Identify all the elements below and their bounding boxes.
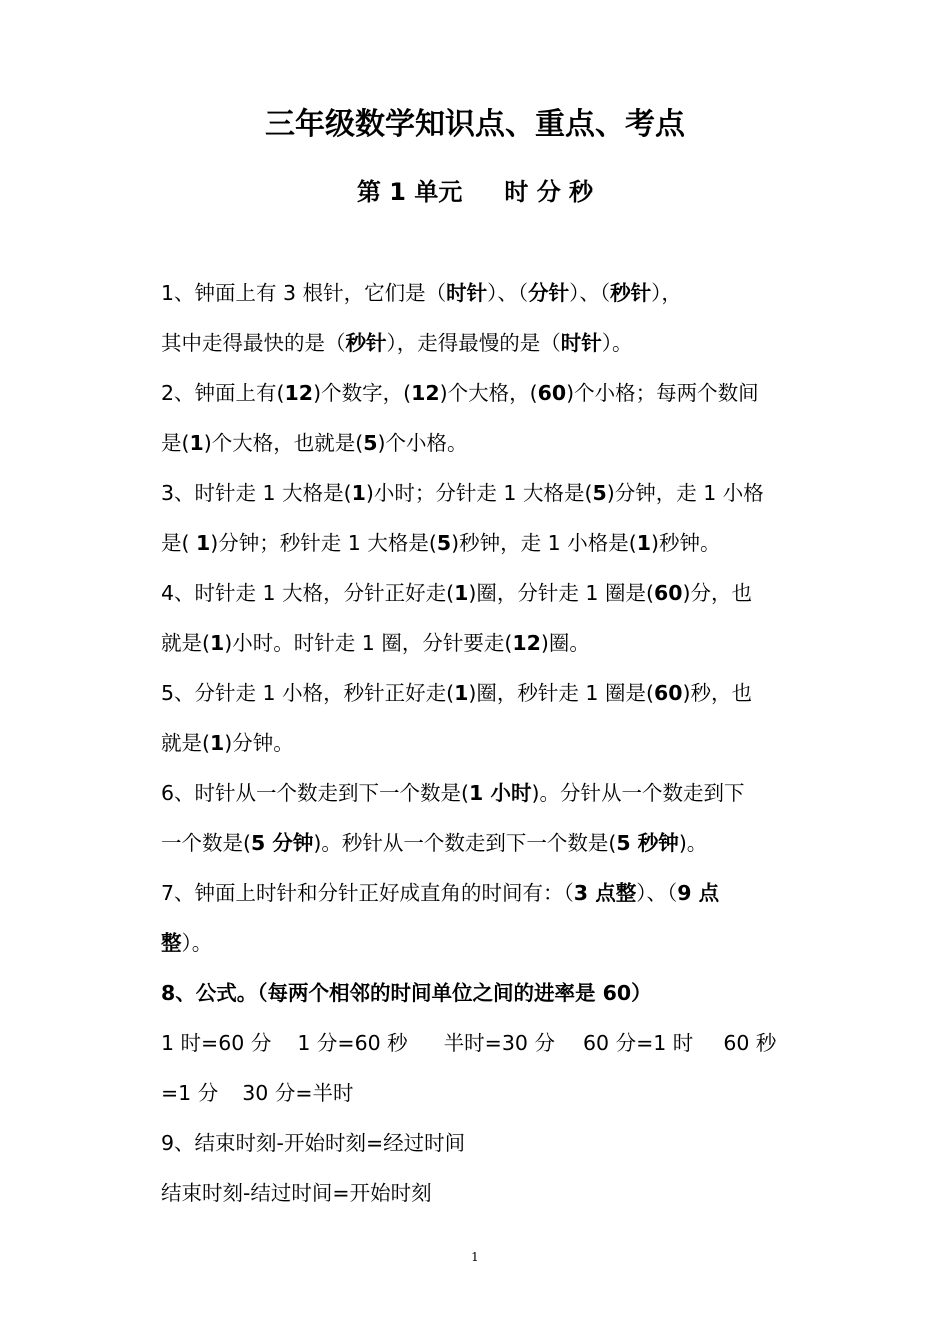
answer: 1 bbox=[210, 631, 225, 655]
text: )个小格；每两个数间 bbox=[566, 381, 759, 405]
answer: 1 bbox=[210, 731, 225, 755]
page-title: 三年级数学知识点、重点、考点 bbox=[265, 107, 685, 142]
text: ）、（ bbox=[569, 281, 611, 305]
text: 3、时针走 1 大格是( bbox=[161, 481, 352, 505]
item-5-line-1 bbox=[161, 668, 793, 718]
text: )个小格。 bbox=[377, 431, 468, 455]
item-6-line-2 bbox=[161, 818, 793, 868]
text: )秒钟，走 1 小格是( bbox=[451, 531, 637, 555]
text: ）、（ bbox=[487, 281, 529, 305]
text: )小时；分针走 1 大格是( bbox=[365, 481, 593, 505]
formula: 30 分=半时 bbox=[242, 1081, 354, 1105]
text: 是( bbox=[161, 531, 197, 555]
formula: 60 秒 bbox=[723, 1031, 777, 1055]
item-7-line-1 bbox=[161, 868, 793, 918]
answer: 1 bbox=[189, 431, 204, 455]
answer: 秒针 bbox=[610, 281, 652, 305]
text: )分钟。 bbox=[224, 731, 294, 755]
item-2-line-2 bbox=[161, 418, 793, 468]
answer: 12 bbox=[512, 631, 541, 655]
answer: 60 bbox=[653, 581, 683, 605]
item-1-line-2 bbox=[161, 318, 793, 368]
text: 4、时针走 1 大格，分针正好走( bbox=[161, 581, 455, 605]
item-8-heading: 8、公式。（每两个相邻的时间单位之间的进率是 60） bbox=[161, 981, 652, 1005]
answer: 12 bbox=[284, 381, 314, 405]
text: )圈，分针走 1 圈是( bbox=[468, 581, 654, 605]
answer: 1 bbox=[454, 681, 469, 705]
item-3-line-2 bbox=[161, 518, 793, 568]
item-4-line-2 bbox=[161, 618, 793, 668]
text: 7、钟面上时针和分针正好成直角的时间有：（ bbox=[161, 881, 574, 905]
text: )分，也 bbox=[682, 581, 752, 605]
formula-line-1 bbox=[161, 1018, 793, 1068]
answer: 1 小时 bbox=[469, 781, 532, 805]
text: 是( bbox=[161, 431, 190, 455]
answer: 12 bbox=[411, 381, 440, 405]
text: )分钟；秒针走 1 大格是( bbox=[210, 531, 437, 555]
text: )。分针从一个数走到下 bbox=[531, 781, 745, 805]
text: )小时。时针走 1 圈，分针要走( bbox=[224, 631, 513, 655]
unit-name: 时 分 秒 bbox=[504, 178, 594, 206]
answer: 分针 bbox=[528, 281, 570, 305]
answer: 1 bbox=[636, 531, 651, 555]
page-number: 1 bbox=[471, 1250, 479, 1264]
answer: 5 秒钟 bbox=[616, 831, 679, 855]
text: 2、钟面上有( bbox=[161, 381, 285, 405]
answer: 时针 bbox=[560, 331, 602, 355]
item-4-line-1 bbox=[161, 568, 793, 618]
answer: 9 点 bbox=[677, 881, 720, 905]
text: 一个数是( bbox=[161, 831, 251, 855]
item-5-line-2 bbox=[161, 718, 793, 768]
formula: 1 时=60 分 bbox=[161, 1031, 272, 1055]
answer: 1 bbox=[454, 581, 469, 605]
text: )圈。 bbox=[540, 631, 590, 655]
formula: 1 分=60 秒 bbox=[297, 1031, 408, 1055]
answer: 时针 bbox=[446, 281, 488, 305]
formula: =1 分 bbox=[161, 1081, 219, 1105]
unit-label: 第 1 单元 bbox=[356, 178, 463, 206]
text: )个大格，( bbox=[439, 381, 538, 405]
item-7-line-2 bbox=[161, 918, 793, 968]
answer: 5 bbox=[436, 531, 452, 555]
formula: 60 分=1 时 bbox=[582, 1031, 694, 1055]
text: ）、（ bbox=[636, 881, 678, 905]
text: ）， bbox=[651, 281, 682, 305]
answer: 60 bbox=[653, 681, 683, 705]
text: ）。 bbox=[601, 331, 633, 355]
text: 5、分针走 1 小格，秒针正好走( bbox=[161, 681, 455, 705]
item-6-line-1 bbox=[161, 768, 793, 818]
text: )秒，也 bbox=[682, 681, 752, 705]
answer: 1 bbox=[351, 481, 366, 505]
item-3-line-1 bbox=[161, 468, 793, 518]
text: 1、钟面上有 3 根针，它们是（ bbox=[161, 281, 447, 305]
formula: 半时=30 分 bbox=[443, 1031, 555, 1055]
text: ），走得最慢的是（ bbox=[386, 331, 561, 355]
answer: 整 bbox=[161, 931, 182, 955]
item-9-line-1: 9、结束时刻-开始时刻=经过时间 bbox=[161, 1131, 466, 1155]
answer: 60 bbox=[537, 381, 567, 405]
item-2-line-1 bbox=[161, 368, 793, 418]
unit-title bbox=[0, 172, 950, 212]
text: )个数字，( bbox=[313, 381, 412, 405]
text: ）。 bbox=[181, 931, 213, 955]
text: )。秒针从一个数走到下一个数是( bbox=[313, 831, 617, 855]
text: 6、时针从一个数走到下一个数是( bbox=[161, 781, 470, 805]
answer: 秒针 bbox=[345, 331, 387, 355]
text: 就是( bbox=[161, 731, 210, 755]
answer: 3 点整 bbox=[573, 881, 637, 905]
text: )圈，秒针走 1 圈是( bbox=[468, 681, 654, 705]
text: )秒钟。 bbox=[650, 531, 721, 555]
text: )分钟，走 1 小格 bbox=[606, 481, 764, 505]
document-body bbox=[161, 268, 793, 1218]
answer: 5 bbox=[363, 431, 378, 455]
answer: 5 bbox=[592, 481, 607, 505]
text: 就是( bbox=[161, 631, 210, 655]
text: )。 bbox=[678, 831, 708, 855]
formula-line-2 bbox=[161, 1068, 793, 1118]
text: )个大格，也就是( bbox=[203, 431, 364, 455]
item-9-line-2: 结束时刻-结过时间=开始时刻 bbox=[161, 1181, 432, 1205]
item-1-line-1 bbox=[161, 268, 793, 318]
text: 其中走得最快的是（ bbox=[161, 331, 346, 355]
answer: 5 分钟 bbox=[251, 831, 314, 855]
answer: 1 bbox=[196, 531, 211, 555]
